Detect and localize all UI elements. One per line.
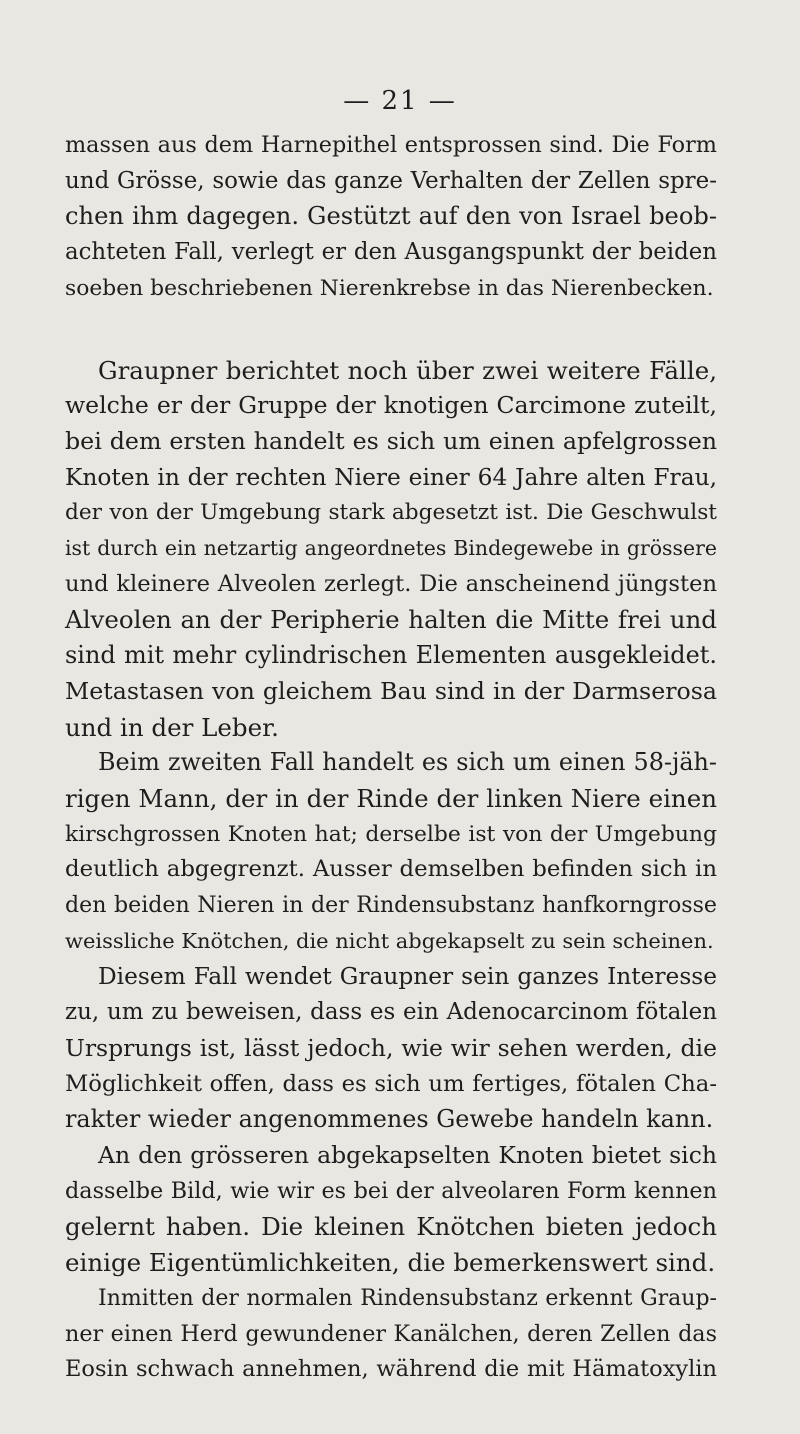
text-line: Eosin schwach annehmen, während die mit Hämatoxylin [65, 1356, 717, 1383]
paragraph-6 [65, 1281, 717, 1388]
text-line: rigen Mann, der in der Rinde der linken Niere einen [65, 783, 717, 813]
body-text [65, 128, 717, 1388]
text-line: massen aus dem Harnepithel entsprossen sind. Die Form [65, 132, 717, 158]
text-line: bei dem ersten handelt es sich um einen apfelgrossen [65, 426, 717, 455]
text-line: dasselbe Bild, wie wir es bei der alveolaren Form kennen [65, 1177, 717, 1204]
text-line: achteten Fall, verlegt er den Ausgangspunkt der beiden [65, 239, 717, 266]
page-number: — 21 — [343, 86, 457, 116]
text-line: Möglichkeit offen, dass es sich um fertiges, fötalen Cha- [65, 1070, 717, 1097]
text-line: kirschgrossen Knoten hat; derselbe ist von der Umgebung [65, 821, 717, 847]
text-line: zu, um zu beweisen, dass es ein Adenocarcinom fötalen [65, 999, 717, 1026]
text-line: und Grösse, sowie das ganze Verhalten der Zellen spre- [65, 167, 717, 194]
text-line: der von der Umgebung stark abgesetzt ist. Die Geschwulst [65, 500, 717, 526]
text-line: ner einen Herd gewundener Kanälchen, deren Zellen das [65, 1320, 717, 1347]
text-line: sind mit mehr cylindrischen Elementen ausgekleidet. [65, 641, 717, 670]
text-line: und kleinere Alveolen zerlegt. Die anscheinend jüngsten [65, 570, 717, 597]
text-line: chen ihm dagegen. Gestützt auf den von Israel beob- [65, 202, 717, 231]
text-line: ist durch ein netzartig angeordnetes Bindegewebe in grössere [65, 536, 717, 561]
paragraph-1 [65, 128, 717, 307]
text-line: An den grösseren abgekapselten Knoten bietet sich [98, 1140, 717, 1169]
paragraph-5 [65, 1138, 717, 1281]
paragraph-4 [65, 959, 717, 1138]
text-line: Metastasen von gleichem Bau sind in der Darmserosa [65, 676, 717, 705]
text-line: soeben beschriebenen Nierenkrebse in das Nierenbecken. [65, 275, 714, 301]
text-line: Beim zweiten Fall handelt es sich um einen 58-jäh- [98, 748, 717, 777]
text-line: rakter wieder angenommenes Gewebe handeln kann. [65, 1105, 714, 1134]
text-line: Alveolen an der Peripherie halten die Mitte frei und [65, 605, 717, 635]
text-line: Knoten in der rechten Niere einer 64 Jahre alten Frau, [65, 463, 717, 491]
text-line: welche er der Gruppe der knotigen Carcimone zuteilt, [65, 391, 717, 420]
text-line: Inmitten der normalen Rindensubstanz erkennt Graup- [98, 1285, 717, 1311]
text-line: gelernt haben. Die kleinen Knötchen bieten jedoch [65, 1212, 717, 1242]
paragraph-2 [65, 353, 717, 746]
text-line: Graupner berichtet noch über zwei weitere Fälle, [98, 355, 717, 385]
text-line: einige Eigentümlichkeiten, die bemerkenswert sind. [65, 1248, 716, 1278]
text-line: und in der Leber. [65, 712, 279, 742]
paragraph-3 [65, 745, 717, 959]
text-line: deutlich abgegrenzt. Ausser demselben befinden sich in [65, 856, 717, 883]
text-line: weissliche Knötchen, die nicht abgekapselt zu sein scheinen. [65, 928, 714, 953]
text-line: Diesem Fall wendet Graupner sein ganzes Interesse [98, 963, 717, 991]
text-line: Ursprungs ist, lässt jedoch, wie wir sehen werden, die [65, 1033, 717, 1062]
text-line: den beiden Nieren in der Rindensubstanz hanfkorngrosse [65, 893, 717, 919]
